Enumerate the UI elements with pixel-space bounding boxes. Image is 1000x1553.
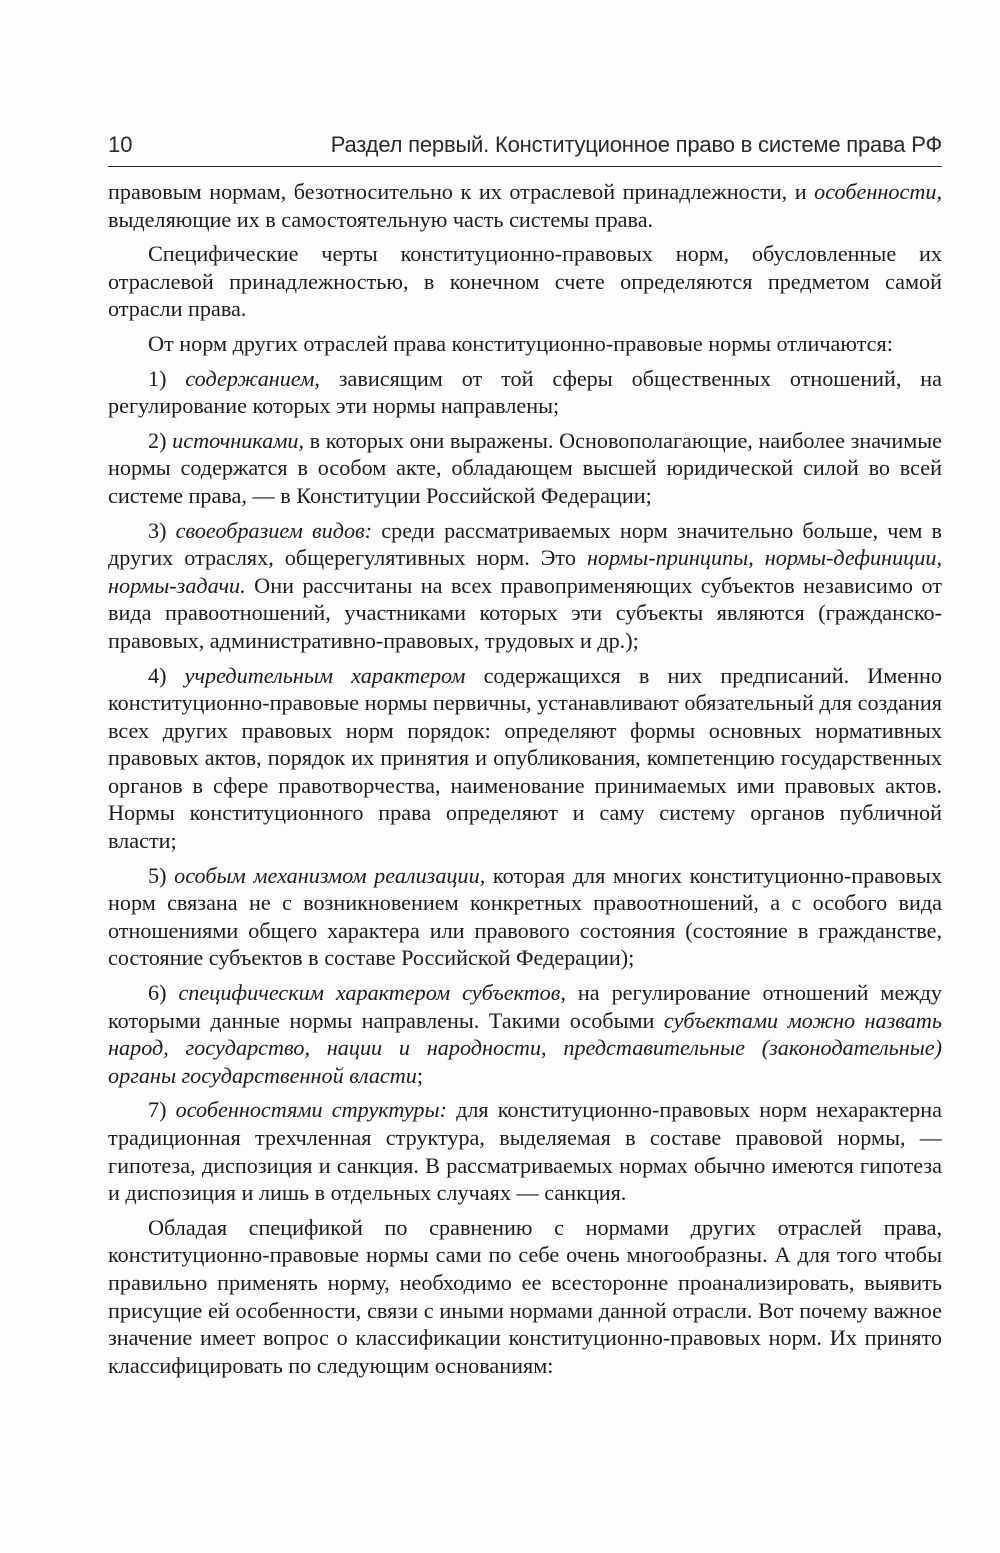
emphasis: особенностями структуры: — [175, 1097, 447, 1123]
paragraph: От норм других отраслей права конституционно-правовые нормы отличаются: — [148, 330, 893, 356]
list-item-3 — [108, 517, 942, 655]
item-number: 3) — [148, 517, 176, 543]
text-span: Они рассчитаны на всех правоприменяющих субъектов независимо от вида правоотношений, участниками которых эти субъекты являются (гражданско-правовых, административно-правовых, трудовых и др.); — [108, 572, 942, 653]
emphasis: специфическим характером субъектов, — [178, 980, 566, 1006]
text-span: зависящим от той сферы общественных отношений, на регулирование которых эти нормы направлены; — [108, 365, 942, 419]
item-number: 4) — [148, 662, 185, 688]
list-item-1 — [108, 365, 942, 420]
emphasis: нормы-принципы, нормы-дефиниции, нормы-задачи. — [108, 545, 942, 598]
text-span: ; — [416, 1062, 424, 1088]
list-item-7 — [108, 1096, 942, 1206]
running-header — [108, 130, 942, 167]
item-number: 1) — [148, 365, 186, 391]
item-number: 2) — [148, 427, 173, 453]
text-span: в которых они выражены. Основополагающие, наиболее значимые нормы содержатся в особом акте, обладающем высшей юридической силой во всей системе права, — в Конституции Российской Федерации; — [108, 427, 942, 508]
paragraph: Специфические черты конституционно-правовых норм, обусловленные их отраслевой принадлежностью, в конечном счете определяются предметом самой отрасли права. — [108, 241, 942, 322]
emphasis: источниками, — [172, 427, 305, 453]
paragraph: Обладая спецификой по сравнению с нормами других отраслей права, конституционно-правовые нормы сами по себе очень многообразны. А для того чтобы правильно применять норму, необходимо ее всесторонне проанализировать, выявить присущие ей особенности, связи с иными нормами данной отрасли. Вот почему важное значение имеет вопрос о классификации конституционно-правовых норм. Их принято классифицировать по следующим основаниям: — [108, 1214, 942, 1378]
item-number: 7) — [148, 1097, 176, 1123]
text-span: которая для многих конституционно-правовых норм связана не с возникновением конкретных правоотношений, а с особого вида отношениями общего характера или правового состояния (состояние в гражданстве, состояние субъектов в составе Российской Федерации); — [108, 862, 943, 971]
text-span: на регулирование отношений между которыми данные нормы направлены. Такими особыми — [108, 980, 943, 1033]
text-span: выделяющие их в самостоятельную часть системы права. — [108, 206, 654, 232]
paragraph-continued — [108, 178, 942, 233]
text-span: содержащихся в них предписаний. Именно конституционно-правовые нормы первичны, устанавливают обязательный для создания всех других правовых норм порядок: определяют формы основных нормативных правовых актов, порядок их принятия и опубликования, компетенцию государственных органов в сфере правотворчества, наименование принимаемых ими правовых актов. Нормы конституционного права определяют и саму систему органов публичной власти; — [108, 662, 942, 854]
item-number: 5) — [148, 862, 175, 888]
emphasis: особым механизмом реализации, — [174, 862, 486, 888]
list-item-6 — [108, 979, 942, 1089]
list-item-5 — [108, 862, 942, 972]
emphasis: субъектами можно назвать народ, государство, нации и народности, представительные (законодательные) органы государственной власти — [108, 1007, 942, 1088]
page-number: 10 — [108, 132, 133, 157]
page-body — [108, 178, 942, 1386]
list-item-4 — [108, 662, 942, 855]
emphasis: особенности, — [814, 179, 942, 204]
list-item-2 — [108, 427, 942, 510]
item-number: 6) — [148, 980, 179, 1006]
text-span: правовым нормам, безотносительно к их отраслевой принадлежности, и — [108, 179, 815, 204]
emphasis: учредительным характером — [184, 662, 466, 688]
text-span: для конституционно-правовых норм нехарактерна традиционная трехчленная структура, выделяемая в составе правовой нормы, — гипотеза, диспозиция и санкция. В рассматриваемых нормах обычно имеются гипотеза и диспозиция и лишь в отдельных случаях — санкция. — [108, 1097, 942, 1206]
running-title: Раздел первый. Конституционное право в системе права РФ — [330, 132, 942, 157]
text-span: среди рассматриваемых норм значительно больше, чем в других отраслях, общерегулятивных норм. Это — [108, 517, 943, 571]
emphasis: содержанием, — [185, 365, 320, 391]
emphasis: своеобразием видов: — [175, 517, 373, 543]
